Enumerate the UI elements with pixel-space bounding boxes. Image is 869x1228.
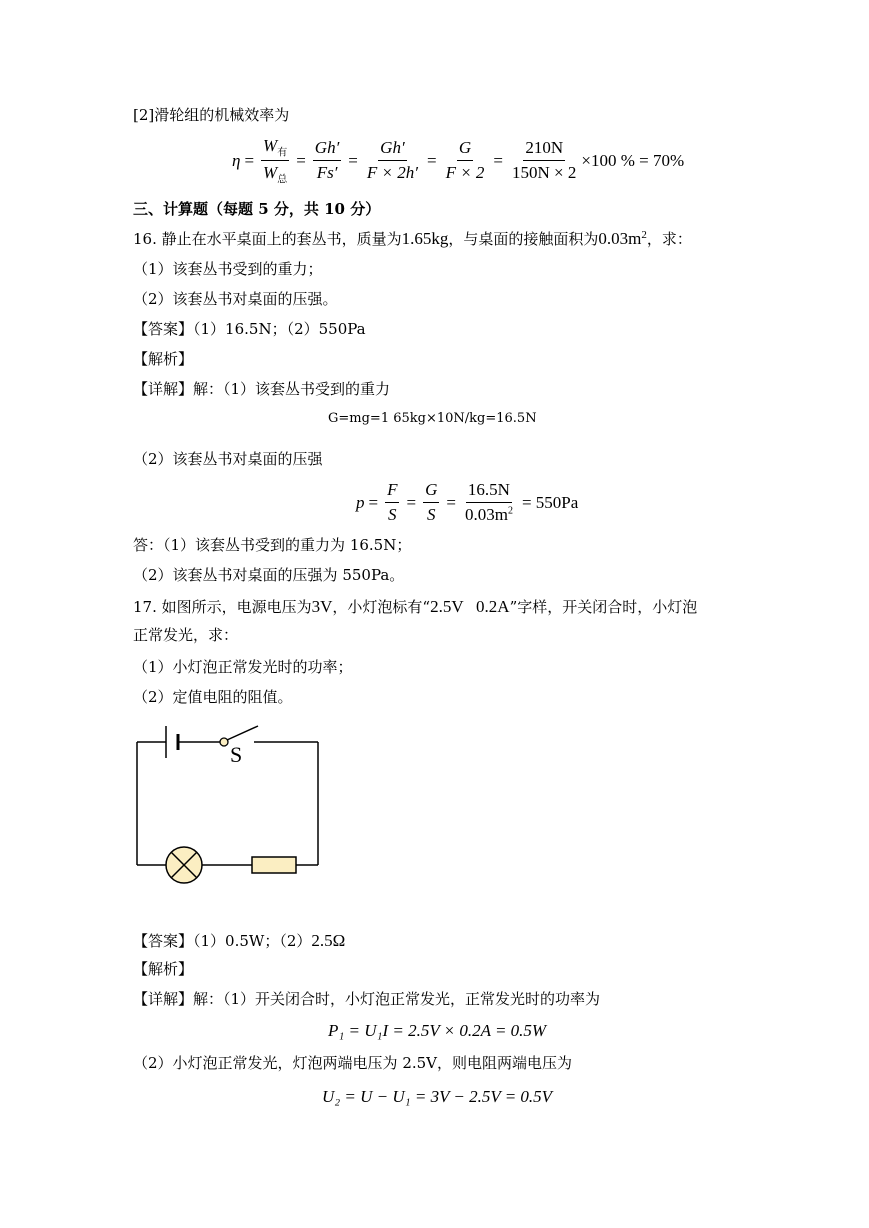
fraction-gh-fs: $\frac{Gh'}{Fs'}$ [314, 138, 340, 183]
eta-symbol: η [232, 150, 241, 170]
q16-final-answer-1: 答：（1）该套丛书受到的重力为 16.5N； [133, 536, 412, 554]
q16-gravity-calc: G=mg=1 65kg×10N/kg=16.5N [328, 411, 537, 426]
section-title: 三、计算题（每题 5 分，共 10 分） [133, 200, 381, 218]
efficiency-label: [2]滑轮组的机械效率为 [133, 106, 290, 124]
switch-pivot [220, 738, 228, 746]
fraction-numeric: $\frac{210N}{150N \times 2}$ [512, 138, 577, 183]
efficiency-equation: η = $\frac{W_有}{W_总}$ = $\frac{Gh'}{Fs'}$ = $\frac{Gh'}{F \times 2h'}$ = $\frac{G}{F \times 2}$ = $\frac{210N}{150N \times 2}$ ×100 % = 70% [232, 136, 685, 186]
q17-detail: 【详解】解：（1）开关闭合时，小灯泡正常发光，正常发光时的功率为 [133, 990, 601, 1008]
switch-lever [227, 726, 258, 740]
fraction-g-f2: $\frac{G}{F \times 2}$ [445, 138, 485, 183]
q16-stem: 16. 静止在水平桌面上的套丛书，质量为1.65kg，与桌面的接触面积为$0.03m^2$，求： [133, 229, 692, 248]
q16-answer: 【答案】（1）16.5N；（2）550Pa [133, 320, 366, 338]
q17-stem-line2: 正常发光，求： [133, 626, 239, 644]
q16-sub2: （2）该套丛书对桌面的压强。 [133, 290, 338, 308]
q17-sub2-text: （2）小灯泡正常发光，灯泡两端电压为 2.5V，则电阻两端电压为 [133, 1054, 573, 1072]
q16-sub2-label: （2）该套丛书对桌面的压强 [133, 450, 323, 468]
q17-sub1: （1）小灯泡正常发光时的功率； [133, 658, 353, 676]
pressure-equation: p = $\frac{F}{S}$ = $\frac{G}{S}$ = $\frac{16.5N}{0.03m^2}$ = 550Pa [356, 480, 579, 524]
q16-detail: 【详解】解：（1）该套丛书受到的重力 [133, 380, 391, 398]
q16-analysis-label: 【解析】 [133, 350, 194, 368]
efficiency-result: ×100 % = 70% [581, 150, 685, 170]
q17-answer: 【答案】（1）0.5W；（2）2.5Ω [133, 931, 346, 950]
voltage-equation: U₂ = U − U₁ = 3V − 2.5V = 0.5V [322, 1087, 553, 1106]
switch-label: S [230, 742, 243, 767]
resistor-icon [252, 857, 296, 873]
q17-sub2: （2）定值电阻的阻值。 [133, 688, 293, 706]
fraction-gh-f2h: $\frac{Gh'}{F \times 2h'}$ [366, 138, 418, 183]
q17-stem-line1: 17. 如图所示，电源电压为3V，小灯泡标有“2.5V 0.2A”字样，开关闭合时，小灯泡 [133, 597, 698, 616]
q16-final-answer-2: （2）该套丛书对桌面的压强为 550Pa。 [133, 566, 405, 584]
q16-sub1: （1）该套丛书受到的重力； [133, 260, 323, 278]
work-ratio-fraction: $\frac{W_有}{W_总}$ [263, 136, 288, 186]
power-equation: P₁ = U₁I = 2.5V × 0.2A = 0.5W [328, 1021, 547, 1040]
q17-analysis-label: 【解析】 [133, 960, 194, 978]
